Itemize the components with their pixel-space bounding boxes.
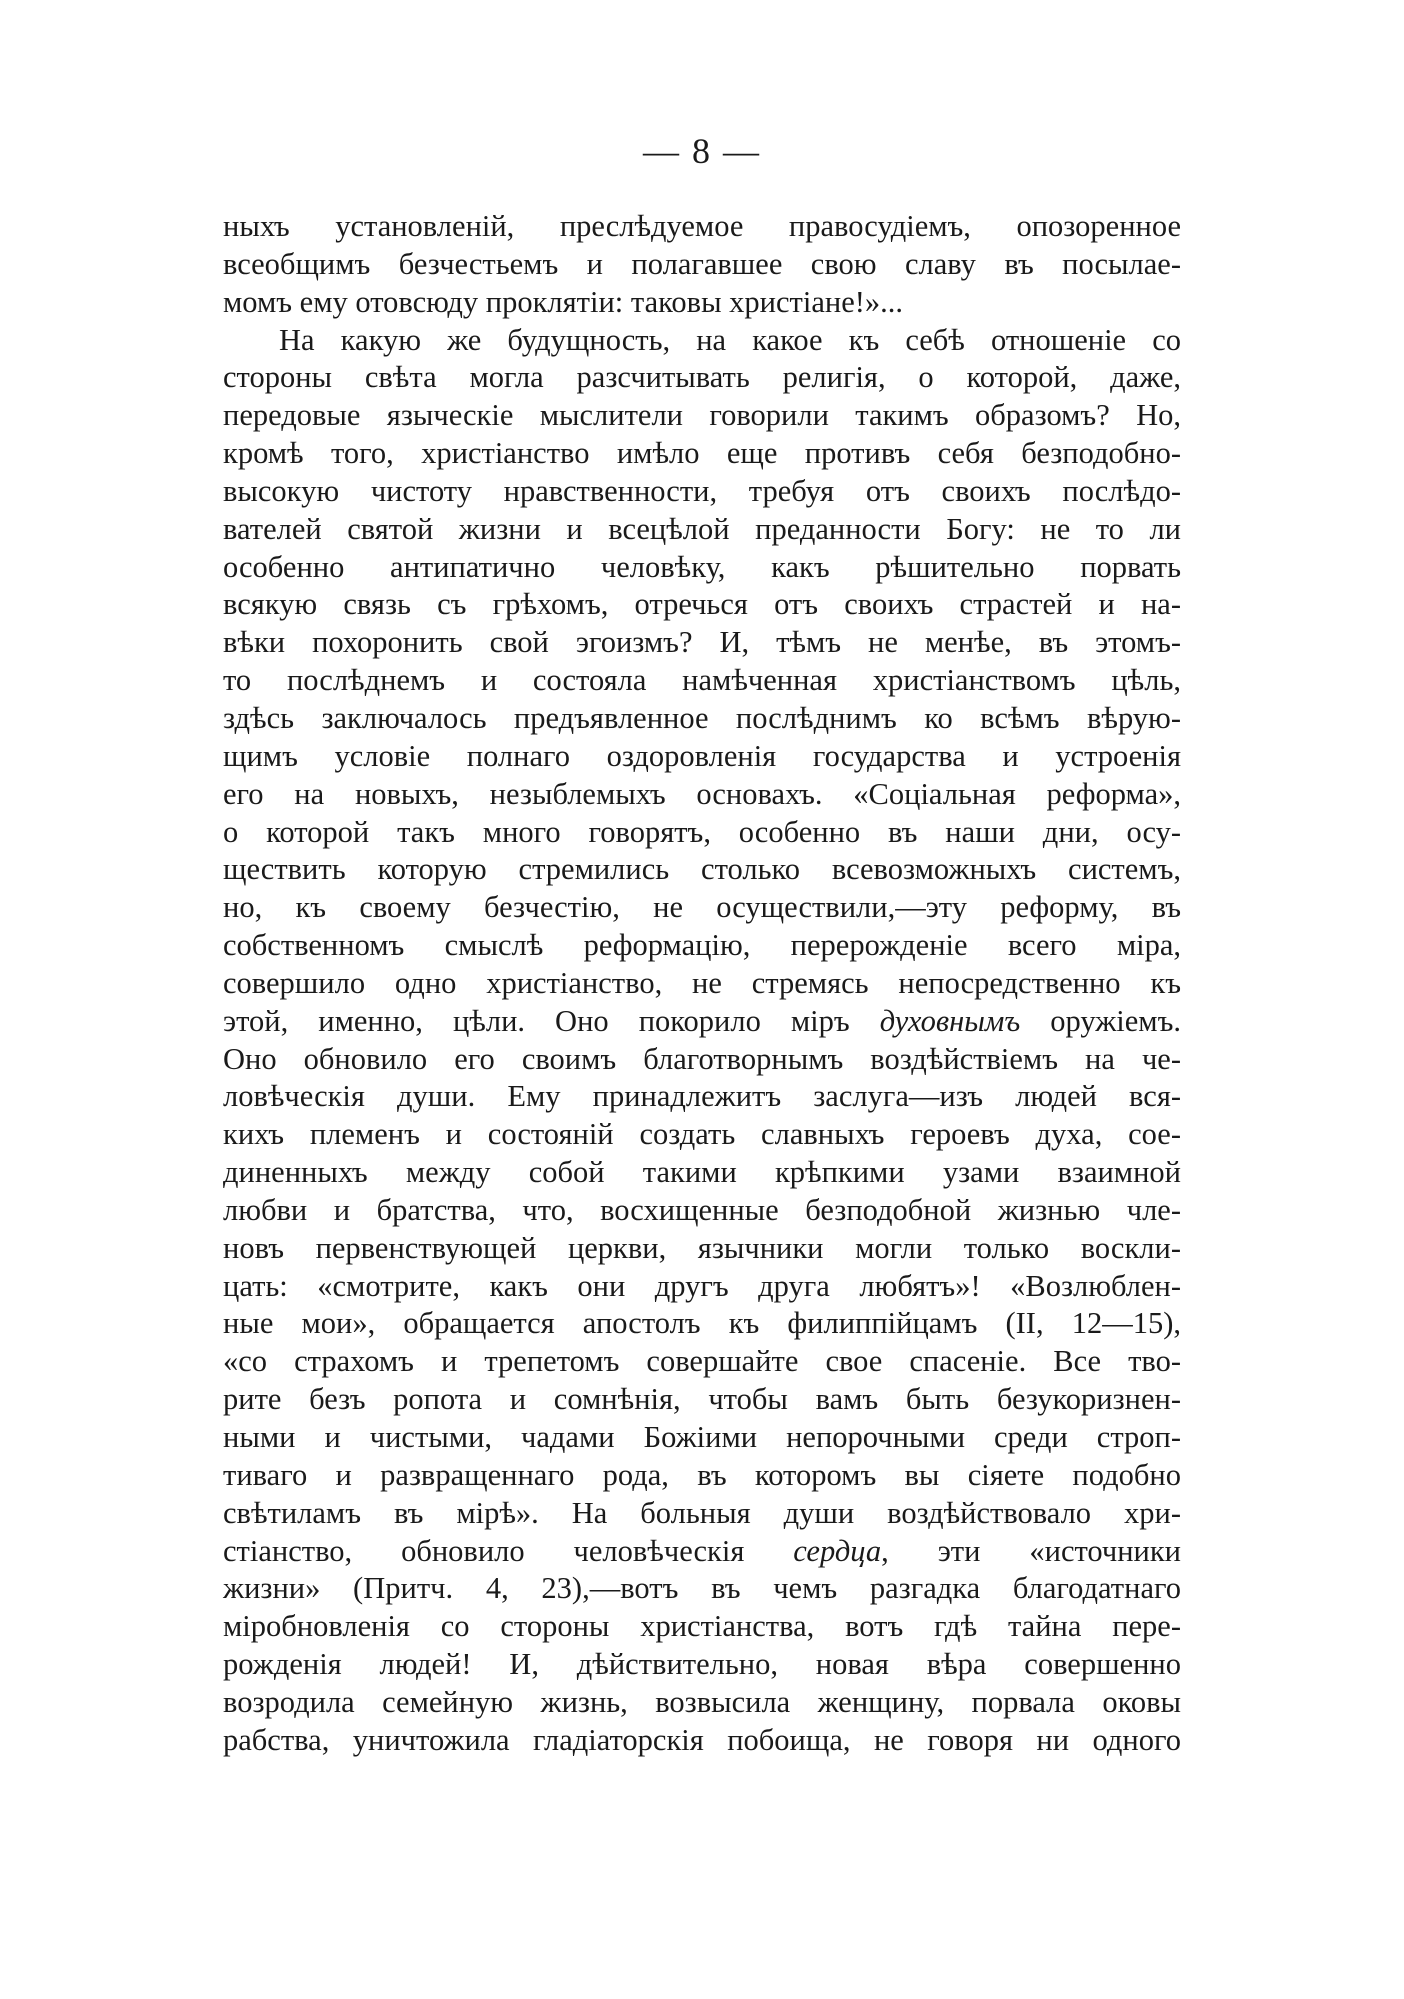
text-line: момъ ему отовсюду проклятіи: таковы христіане!»... xyxy=(223,284,904,319)
text-line: то послѣднемъ и состояла намѣченная христіанствомъ цѣль, xyxy=(223,663,1181,698)
paragraph xyxy=(223,322,1181,1760)
text-line: вателей святой жизни и всецѣлой преданности Богу: не то ли xyxy=(223,511,1181,546)
text-line: міробновленія со стороны христіанства, вотъ гдѣ тайна пере- xyxy=(223,1609,1181,1644)
emphasis: духовнымъ xyxy=(879,1003,1021,1038)
text-line: вѣки похоронить свой эгоизмъ? И, тѣмъ не менѣе, въ этомъ- xyxy=(223,625,1181,660)
text-line: любви и братства, что, восхищенные безподобной жизнью чле- xyxy=(223,1192,1181,1227)
text-line: ныхъ установленій, преслѣдуемое правосудіемъ, опозоренное xyxy=(223,209,1181,243)
text-line: жизни» (Притч. 4, 23),—вотъ въ чемъ разгадка благодатнаго xyxy=(223,1571,1181,1606)
emphasis: сердца xyxy=(793,1533,882,1568)
text-line: диненныхъ между собой такими крѣпкими узами взаимной xyxy=(223,1155,1181,1190)
text-line: Оно обновило его своимъ благотворнымъ воздѣйствіемъ на че- xyxy=(223,1041,1181,1076)
text-line: собственномъ смыслѣ реформацію, перерожденіе всего міра, xyxy=(223,928,1181,963)
text-line: рожденія людей! И, дѣйствительно, новая вѣра совершенно xyxy=(223,1647,1181,1682)
text-line: свѣтиламъ въ мірѣ». На больныя души воздѣйствовало хри- xyxy=(223,1495,1181,1530)
text-line: ными и чистыми, чадами Божіими непорочными среди строп- xyxy=(223,1420,1181,1454)
text-line: щимъ условіе полнаго оздоровленія государства и устроенія xyxy=(223,738,1181,773)
body-text xyxy=(223,208,1181,1760)
text-line: ные мои», обращается апостолъ къ филиппійцамъ (II, 12—15), xyxy=(223,1306,1181,1341)
text-line: цать: «смотрите, какъ они другъ друга любятъ»! «Возлюблен- xyxy=(223,1268,1181,1303)
text-line: кромѣ того, христіанство имѣло еще противъ себя безподобно- xyxy=(223,436,1181,471)
text-line: стороны свѣта могла разсчитывать религія, о которой, даже, xyxy=(223,360,1181,395)
text-line: На какую же будущность, на какое къ себѣ отношеніе со xyxy=(279,322,1181,357)
text-line: кихъ племенъ и состояній создать славныхъ героевъ духа, сое- xyxy=(223,1117,1181,1152)
text-line: здѣсь заключалось предъявленное послѣднимъ ко всѣмъ вѣрую- xyxy=(223,700,1181,735)
text-line: всеобщимъ безчестьемъ и полагавшее свою славу въ посылае- xyxy=(223,246,1181,281)
text-line: «со страхомъ и трепетомъ совершайте свое спасеніе. Все тво- xyxy=(223,1344,1181,1379)
text-line: рите безъ ропота и сомнѣнія, чтобы вамъ быть безукоризнен- xyxy=(223,1382,1181,1417)
text-line: но, къ своему безчестію, не осуществили,—эту реформу, въ xyxy=(223,890,1181,925)
text-line: тиваго и развращеннаго рода, въ которомъ вы сіяете подобно xyxy=(223,1457,1181,1492)
text-line: новъ первенствующей церкви, язычники могли только воскли- xyxy=(223,1230,1181,1265)
text-line: его на новыхъ, незыблемыхъ основахъ. «Соціальная реформа», xyxy=(223,776,1181,811)
text-line: возродила семейную жизнь, возвысила женщину, порвала оковы xyxy=(223,1684,1181,1719)
text-line: этой, именно, цѣли. Оно покорило міръ духовнымъ оружіемъ. xyxy=(223,1003,1181,1038)
paragraph xyxy=(223,208,1181,322)
text-line: ловѣческія души. Ему принадлежитъ заслуга—изъ людей вся- xyxy=(223,1079,1181,1114)
text-line: всякую связь съ грѣхомъ, отречься отъ своихъ страстей и на- xyxy=(223,587,1181,622)
page-number: — 8 — xyxy=(643,131,761,171)
text-line: совершило одно христіанство, не стремясь непосредственно къ xyxy=(223,965,1181,1000)
text-line: передовые языческіе мыслители говорили такимъ образомъ? Но, xyxy=(223,398,1181,433)
text-line: стіанство, обновило человѣческія сердца, эти «источники xyxy=(223,1533,1181,1568)
text-line: высокую чистоту нравственности, требуя отъ своихъ послѣдо- xyxy=(223,473,1181,508)
text-line: о которой такъ много говорятъ, особенно въ наши дни, осу- xyxy=(223,814,1181,849)
text-line: рабства, уничтожила гладіаторскія побоища, не говоря ни одного xyxy=(223,1722,1181,1757)
text-line: особенно антипатично человѣку, какъ рѣшительно порвать xyxy=(223,549,1181,584)
text-line: ществить которую стремились столько всевозможныхъ системъ, xyxy=(223,852,1181,887)
